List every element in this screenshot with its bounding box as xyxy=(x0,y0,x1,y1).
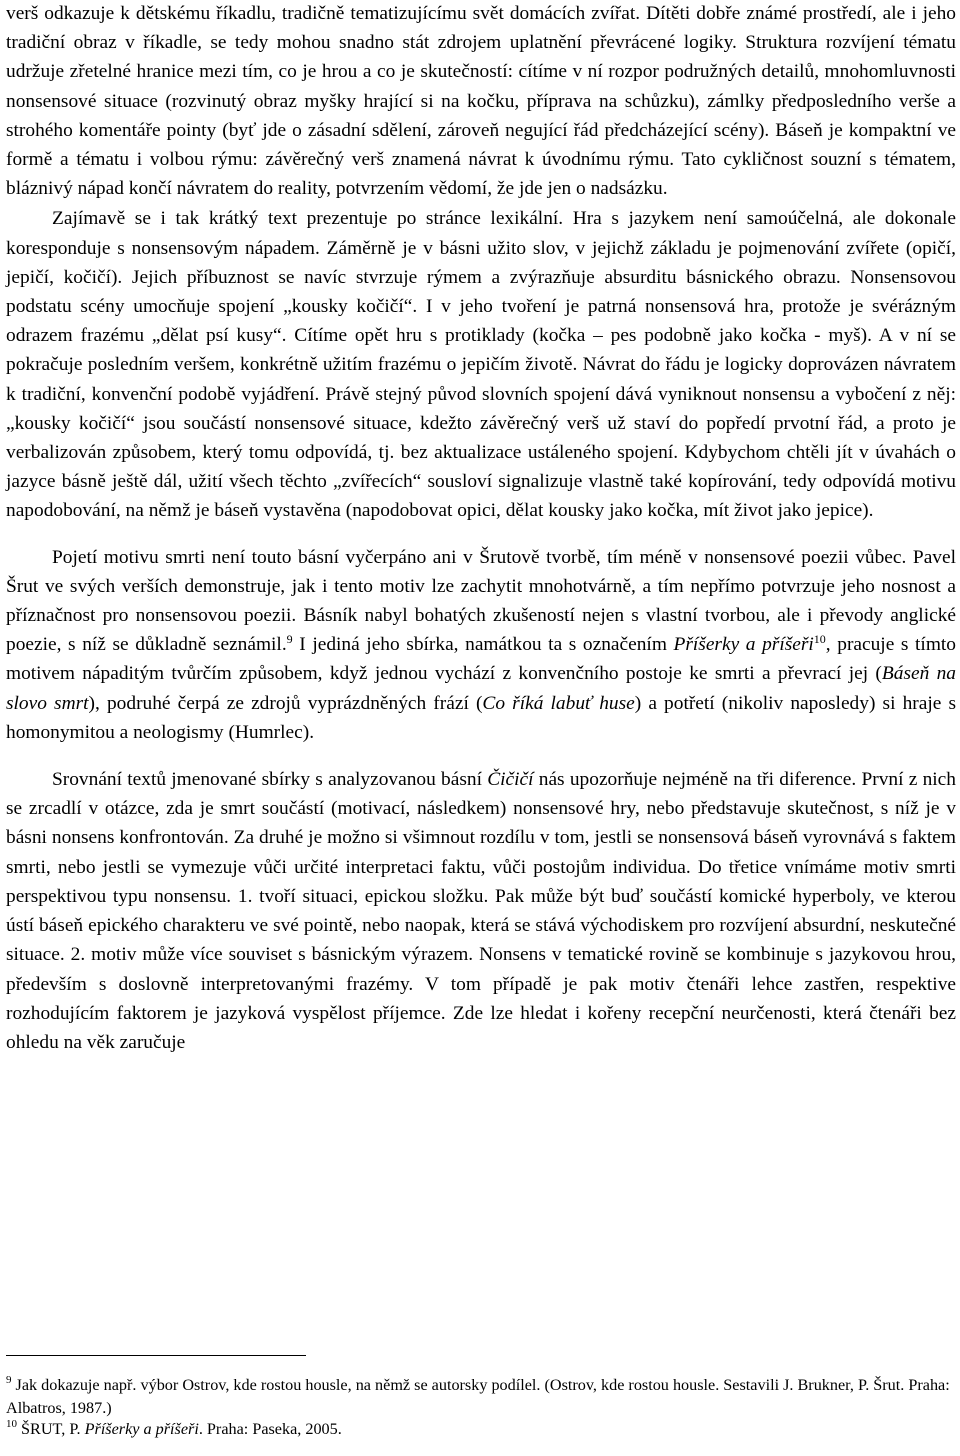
paragraph-3-text-part-1: Pojetí motivu smrti není touto básní vyčerpáno ani v Šrutově tvorbě, tím méně v nonsensové poezii vůbec. Pavel Šrut ve svých verších demonstruje, jak i tento motiv lze zachytit mnohotvárně, a tím nepřímo potvrzuje jeho nosnost a příznačnost pro nonsensovou poezii. Básník nabyl bohatých zkušeností nejen s vlastní tvorbou, ale i převody anglické poezie, s níž se důkladně seznámil. xyxy=(6,546,956,656)
poem-title-cicici: Čičičí xyxy=(487,769,534,791)
footnote-10-publisher: . Praha: Paseka, 2005. xyxy=(198,1420,342,1438)
book-title-priserky-a-priseri: Příšerky a příšeři xyxy=(673,634,814,656)
footnote-9 xyxy=(6,1374,956,1419)
paragraph-4-text-part-1: Srovnání textů jmenované sbírky s analyzovanou básní xyxy=(52,769,488,791)
paragraph-3-text-part-4: ), podruhé čerpá ze zdrojů vyprázdněných frází ( xyxy=(88,692,483,714)
paragraph-2 xyxy=(6,204,956,525)
paragraph-1 xyxy=(6,0,956,203)
footnote-10 xyxy=(6,1418,956,1441)
paragraph-3-text-part-5: ) a potřetí (nikoliv naposledy) si hraje s homonymitou a neologismy (Humrlec). xyxy=(6,692,957,743)
poem-title-basen-na-slovo-smrt: Báseň na slovo smrt xyxy=(6,663,956,714)
paragraph-3 xyxy=(6,543,956,747)
footnote-9-number: 9 xyxy=(6,1374,12,1386)
paragraph-4-text-part-2: nás upozorňuje nejméně na tři diference. První z nich se zrcadlí v otázce, zda je smrt součástí (motivací, následkem) nonsensové hry, nebo představuje skutečnost, s níž je v básni nonsens konfrontován. Za druhé je možno si všimnout rozdílu v tom, jestli se nonsensová báseň vyrovnává s faktem smrti, nebo jestli se vymezuje vůči určité interpretaci faktu, vůči postojům individua. Do třetice vnímáme motiv smrti perspektivou typu nonsensu. 1. tvoří situaci, epickou složku. Pak může být buď součástí komické hyperboly, ve kterou ústí báseň epického charakteru ve své pointě, nebo naopak, která se stává východiskem pro rozvíjení absurdní, neskutečné situace. 2. motiv může více souviset s básnickým výrazem. Nonsens v tematické rovině se kombinuje s jazykovou hrou, především s doslovně interpretovanými frazémy. V tom případě je pak motiv čtenáři lehce zastřen, respektive rozhodujícím faktorem je jazyková vyspělost příjemce. Zde lze hledat i kořeny recepční neurčenosti, která čtenáři bez ohledu na věk zaručuje xyxy=(6,769,956,1053)
footnotes xyxy=(6,1374,956,1441)
footnote-ref-10: 10 xyxy=(813,632,826,647)
footnote-10-title: Příšerky a příšeři xyxy=(84,1420,199,1438)
paragraph-3-text-part-2: I jediná jeho sbírka, namátkou ta s označením xyxy=(292,634,674,656)
paragraph-3-text-part-3: , pracuje s tímto motivem nápaditým tvůrčím způsobem, když jednou vychází z konvenčního postoje ke smrti a převrací jej ( xyxy=(6,634,956,685)
footnote-10-author: ŠRUT, P. xyxy=(17,1420,85,1438)
paragraph-1-text: verš odkazuje k dětskému říkadlu, tradičně tematizujícímu svět domácích zvířat. Dítěti dobře známé prostředí, ale i jeho tradiční obraz v říkadle, se tedy mohou snadno stát zdrojem uplatnění převrácené logiky. Struktura rozvíjení tématu udržuje zřetelné hranice mezi tím, co je hrou a co je skutečností: cítíme v ní rozpor podružných detailů, mnohomluvnosti nonsensové situace (rozvinutý obraz myšky hrající si na kočku, příprava na schůzku), zámlky předposledního verše a strohého komentáře pointy (byť jde o zásadní sdělení, zároveň negující řád předcházející scény). Báseň je kompaktní ve formě a tématu i volbou rýmu: závěrečný verš znamená návrat k úvodnímu rýmu. Tato cykličnost souzní s tématem, bláznivý nápad končí návratem do reality, potvrzením vědomí, že jde jen o nadsázku. xyxy=(6,3,956,200)
paragraph-4 xyxy=(6,765,956,1057)
footnote-separator xyxy=(6,1355,306,1356)
paragraph-2-text: Zajímavě se i tak krátký text prezentuje po stránce lexikální. Hra s jazykem není samoúčelná, ale dokonale koresponduje s nonsensovým nápadem. Záměrně je v básni užito slov, v jejichž základu je pojmenování zvířete (opičí, jepičí, kočičí). Jejich příbuznost se navíc stvrzuje rýmem a zvýrazňuje absurditu básnického obrazu. Nonsensovou podstatu scény umocňuje spojení „kousky kočičí“. I v jeho tvoření je patrná nonsensová hra, protože je svérázným odrazem frazému „dělat psí kusy“. Cítíme opět hru s protiklady (kočka – pes podobně jako kočka - myš). A v ní se pokračuje posledním veršem, konkrétně užitím frazému o jepičím životě. Návrat do řádu je logicky doprovázen návratem k tradiční, konvenční podobě vyjádření. Právě stejný původ slovních spojení dává vyniknout nonsensu a vybočení z něj: „kousky kočičí“ jsou součástí nonsensové situace, kdežto závěrečný verš už staví do popředí prvotní řád, a proto je verbalizován způsobem, který tomu odpovídá, tj. bez aktualizace ustáleného spojení. Kdybychom chtěli jít v úvahách o jazyce básně ještě dál, užití všech těchto „zvířecích“ sousloví signalizuje vlastně také kopírování, tedy odpovídá motivu napodobování, na němž je báseň vystavěna (napodobovat opici, dělat kousky jako kočka, mít život jako jepice). xyxy=(6,208,956,522)
poem-title-co-rika-labut-huse: Co říká labuť huse xyxy=(482,692,635,714)
footnote-9-text: Jak dokazuje např. výbor Ostrov, kde rostou housle, na němž se autorsky podílel. (Ostrov, kde rostou housle. Sestavili J. Brukner, P. Šrut. Praha: Albatros, 1987.) xyxy=(6,1376,950,1417)
footnote-10-number: 10 xyxy=(6,1418,17,1430)
document-page xyxy=(6,0,956,1057)
footnote-ref-9: 9 xyxy=(286,632,293,647)
